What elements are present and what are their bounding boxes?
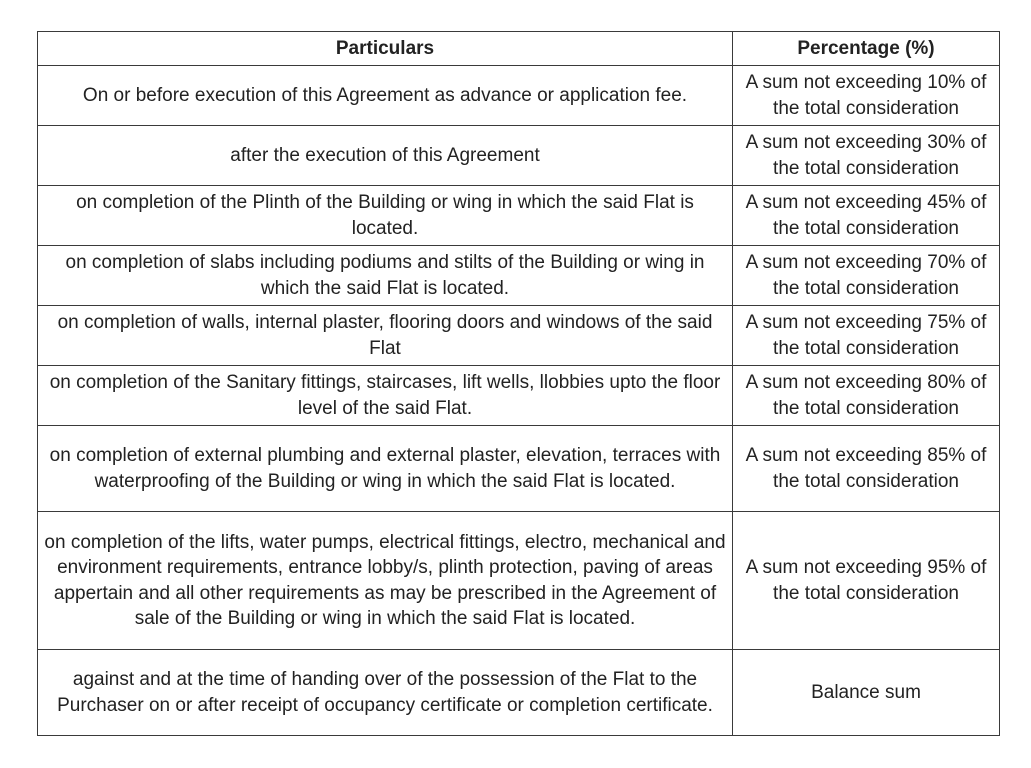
table-row [38,186,1000,246]
percentage-cell: A sum not exceeding 75% of the total consideration [733,306,1000,366]
percentage-cell: A sum not exceeding 10% of the total consideration [733,66,1000,126]
payment-schedule-table [37,31,1000,736]
particulars-cell: on completion of the Plinth of the Building or wing in which the said Flat is located. [38,186,733,246]
table-row [38,366,1000,426]
table-row [38,512,1000,650]
particulars-cell: against and at the time of handing over of the possession of the Flat to the Purchaser on or after receipt of occupancy certificate or completion certificate. [38,650,733,736]
particulars-cell: after the execution of this Agreement [38,126,733,186]
percentage-cell: A sum not exceeding 30% of the total consideration [733,126,1000,186]
table-row [38,650,1000,736]
table-row [38,126,1000,186]
percentage-cell: A sum not exceeding 85% of the total consideration [733,426,1000,512]
table-header-row [38,32,1000,66]
particulars-cell: on completion of walls, internal plaster, flooring doors and windows of the said Flat [38,306,733,366]
percentage-cell: A sum not exceeding 45% of the total consideration [733,186,1000,246]
table-row [38,66,1000,126]
table-row [38,426,1000,512]
particulars-cell: on completion of external plumbing and external plaster, elevation, terraces with waterproofing of the Building or wing in which the said Flat is located. [38,426,733,512]
percentage-cell: A sum not exceeding 95% of the total consideration [733,512,1000,650]
particulars-cell: On or before execution of this Agreement as advance or application fee. [38,66,733,126]
particulars-cell: on completion of the lifts, water pumps, electrical fittings, electro, mechanical and environment requirements, entrance lobby/s, plinth protection, paving of areas appertain and all other requirements as may be prescribed in the Agreement of sale of the Building or wing in which the said Flat is located. [38,512,733,650]
particulars-cell: on completion of slabs including podiums and stilts of the Building or wing in which the said Flat is located. [38,246,733,306]
percentage-cell: A sum not exceeding 70% of the total consideration [733,246,1000,306]
header-percentage: Percentage (%) [733,32,1000,66]
percentage-cell: Balance sum [733,650,1000,736]
particulars-cell: on completion of the Sanitary fittings, staircases, lift wells, llobbies upto the floor level of the said Flat. [38,366,733,426]
table-row [38,306,1000,366]
percentage-cell: A sum not exceeding 80% of the total consideration [733,366,1000,426]
table-row [38,246,1000,306]
header-particulars: Particulars [38,32,733,66]
